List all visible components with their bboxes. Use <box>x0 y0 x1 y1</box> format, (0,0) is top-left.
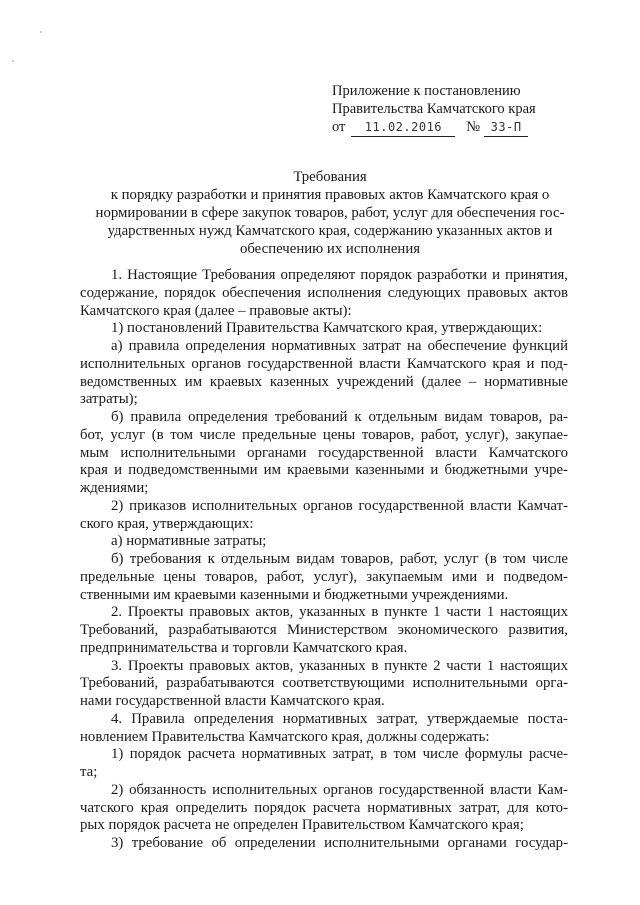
body-line: та; <box>80 764 98 780</box>
date-prefix: от <box>332 119 346 135</box>
body-line: 1. Настоящие Требования определяют порядок разработки и принятия, <box>111 267 568 283</box>
body-line: 3. Проекты правовых актов, указанных в пункте 2 части 1 настоящих <box>111 657 568 674</box>
scan-speck <box>12 60 14 62</box>
body-line: 1) порядок расчета нормативных затрат, в том числе формулы расче- <box>111 746 568 763</box>
body-line: содержание, порядок обеспечения исполнения следующих правовых актов <box>80 284 568 301</box>
body-line: а) правила определения нормативных затрат на обеспечение функций <box>111 338 568 354</box>
body-line: 4. Правила определения нормативных затрат, утверждаемые поста- <box>111 710 568 727</box>
body-line: бот, услуг (в том числе предельные цены товаров, работ, услуг), закупае- <box>80 426 568 443</box>
appendix-block <box>332 82 536 137</box>
subtitle-line: обеспечению их исполнения <box>239 241 421 257</box>
body-line: ского края, утверждающих: <box>80 515 254 532</box>
body-line: нами государственной власти Камчатского края. <box>80 693 385 709</box>
scan-speck <box>40 31 42 33</box>
body-line: ведомственных им краевых казенных учреждений (далее – нормативные <box>80 373 568 390</box>
appendix-line-2: Правительства Камчатского края <box>332 101 536 117</box>
body-line: предпринимательства и торговли Камчатского края. <box>80 639 408 656</box>
body-line: новлением Правительства Камчатского края, должны содержать: <box>80 728 490 745</box>
body-line: 2. Проекты правовых актов, указанных в пункте 1 части 1 настоящих <box>111 604 568 621</box>
appendix-line-1: Приложение к постановлению <box>332 83 521 99</box>
body-line: рых порядок расчета не определен Правительством Камчатского края; <box>80 817 524 834</box>
body-line: мым исполнительными органами государственной власти Камчатского <box>80 444 568 461</box>
body-line: Требований, разрабатываются соответствующими исполнительными орга- <box>80 675 568 692</box>
number-prefix: № <box>466 119 481 135</box>
body-line: а) нормативные затраты; <box>111 533 267 550</box>
body-line: 2) приказов исполнительных органов государственной власти Камчат- <box>111 497 568 514</box>
body-line: чатского края определить порядок расчета нормативных затрат, для кото- <box>80 799 568 816</box>
body-line: края и подведомственными им краевыми казенными и бюджетными учре- <box>80 462 568 479</box>
body-line: ждениями; <box>80 480 149 496</box>
body-line: б) требования к отдельным видам товаров, работ, услуг (в том числе <box>111 551 568 567</box>
body-line: 2) обязанность исполнительных органов государственной власти Кам- <box>111 781 568 798</box>
body-line: 3) требование об определении исполнительными органами государ- <box>111 835 568 851</box>
body-line: Требований, разрабатываются Министерством экономического развития, <box>80 622 568 638</box>
body-line: Камчатского края (далее – правовые акты): <box>80 302 352 319</box>
body-line: затраты); <box>80 391 138 408</box>
subtitle-line: к порядку разработки и принятия правовых актов Камчатского края о <box>110 187 550 203</box>
appendix-date-line <box>332 118 536 137</box>
document-title: Требования <box>293 169 367 185</box>
subtitle-line: ударственных нужд Камчатского края, содержанию указанных актов и <box>107 223 553 239</box>
body-line: 1) постановлений Правительства Камчатского края, утверждающих: <box>111 320 543 337</box>
body-line: исполнительных органов государственной власти Камчатского края и под- <box>80 355 568 372</box>
body-line: предельные цены товаров, работ, услуг), закупаемым ими и подведом- <box>80 568 568 585</box>
body-line: ственными им краевыми казенными и бюджетными учреждениями. <box>80 586 509 603</box>
document-subtitle <box>70 186 590 258</box>
subtitle-line: нормировании в сфере закупок товаров, работ, услуг для обеспечения гос- <box>95 205 565 221</box>
appendix-date: 11.02.2016 <box>351 118 455 137</box>
document-body <box>80 267 568 853</box>
body-line: б) правила определения требований к отдельным видам товаров, ра- <box>111 409 568 425</box>
appendix-number: 33-П <box>484 118 528 137</box>
